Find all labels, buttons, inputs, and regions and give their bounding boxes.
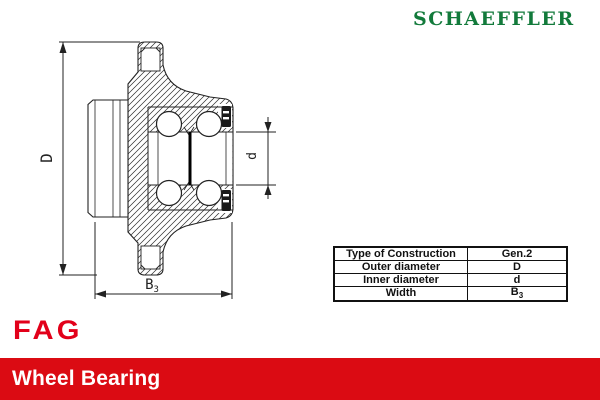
table-row [334, 274, 567, 287]
seal-top [222, 106, 232, 127]
footer-bar [0, 358, 600, 400]
seal-bottom [222, 190, 232, 211]
table-row [334, 247, 567, 261]
row-value: D [468, 261, 568, 274]
hub-pilot-cylinder [88, 100, 128, 217]
dimension-label-inner: d [245, 152, 260, 160]
row-value: d [468, 274, 568, 287]
fag-logo: FAG [13, 315, 83, 345]
dimension-label-width: $B_3$ [145, 277, 159, 295]
row-value: Gen.2 [468, 247, 568, 261]
row-value: $B_3$ [468, 287, 568, 302]
bolt-hole-bottom [141, 246, 160, 269]
row-label: Type of Construction [334, 247, 468, 261]
row-label: Width [334, 287, 468, 302]
schaeffler-logo: SCHAEFFLER [413, 8, 575, 30]
row-label: Inner diameter [334, 274, 468, 287]
product-title: Wheel Bearing [12, 367, 161, 390]
table-row [334, 261, 567, 274]
spec-table [333, 246, 568, 302]
bolt-hole-top [141, 48, 160, 71]
dimension-label-outer: D [37, 153, 56, 163]
row-label: Outer diameter [334, 261, 468, 274]
table-row [334, 287, 567, 302]
